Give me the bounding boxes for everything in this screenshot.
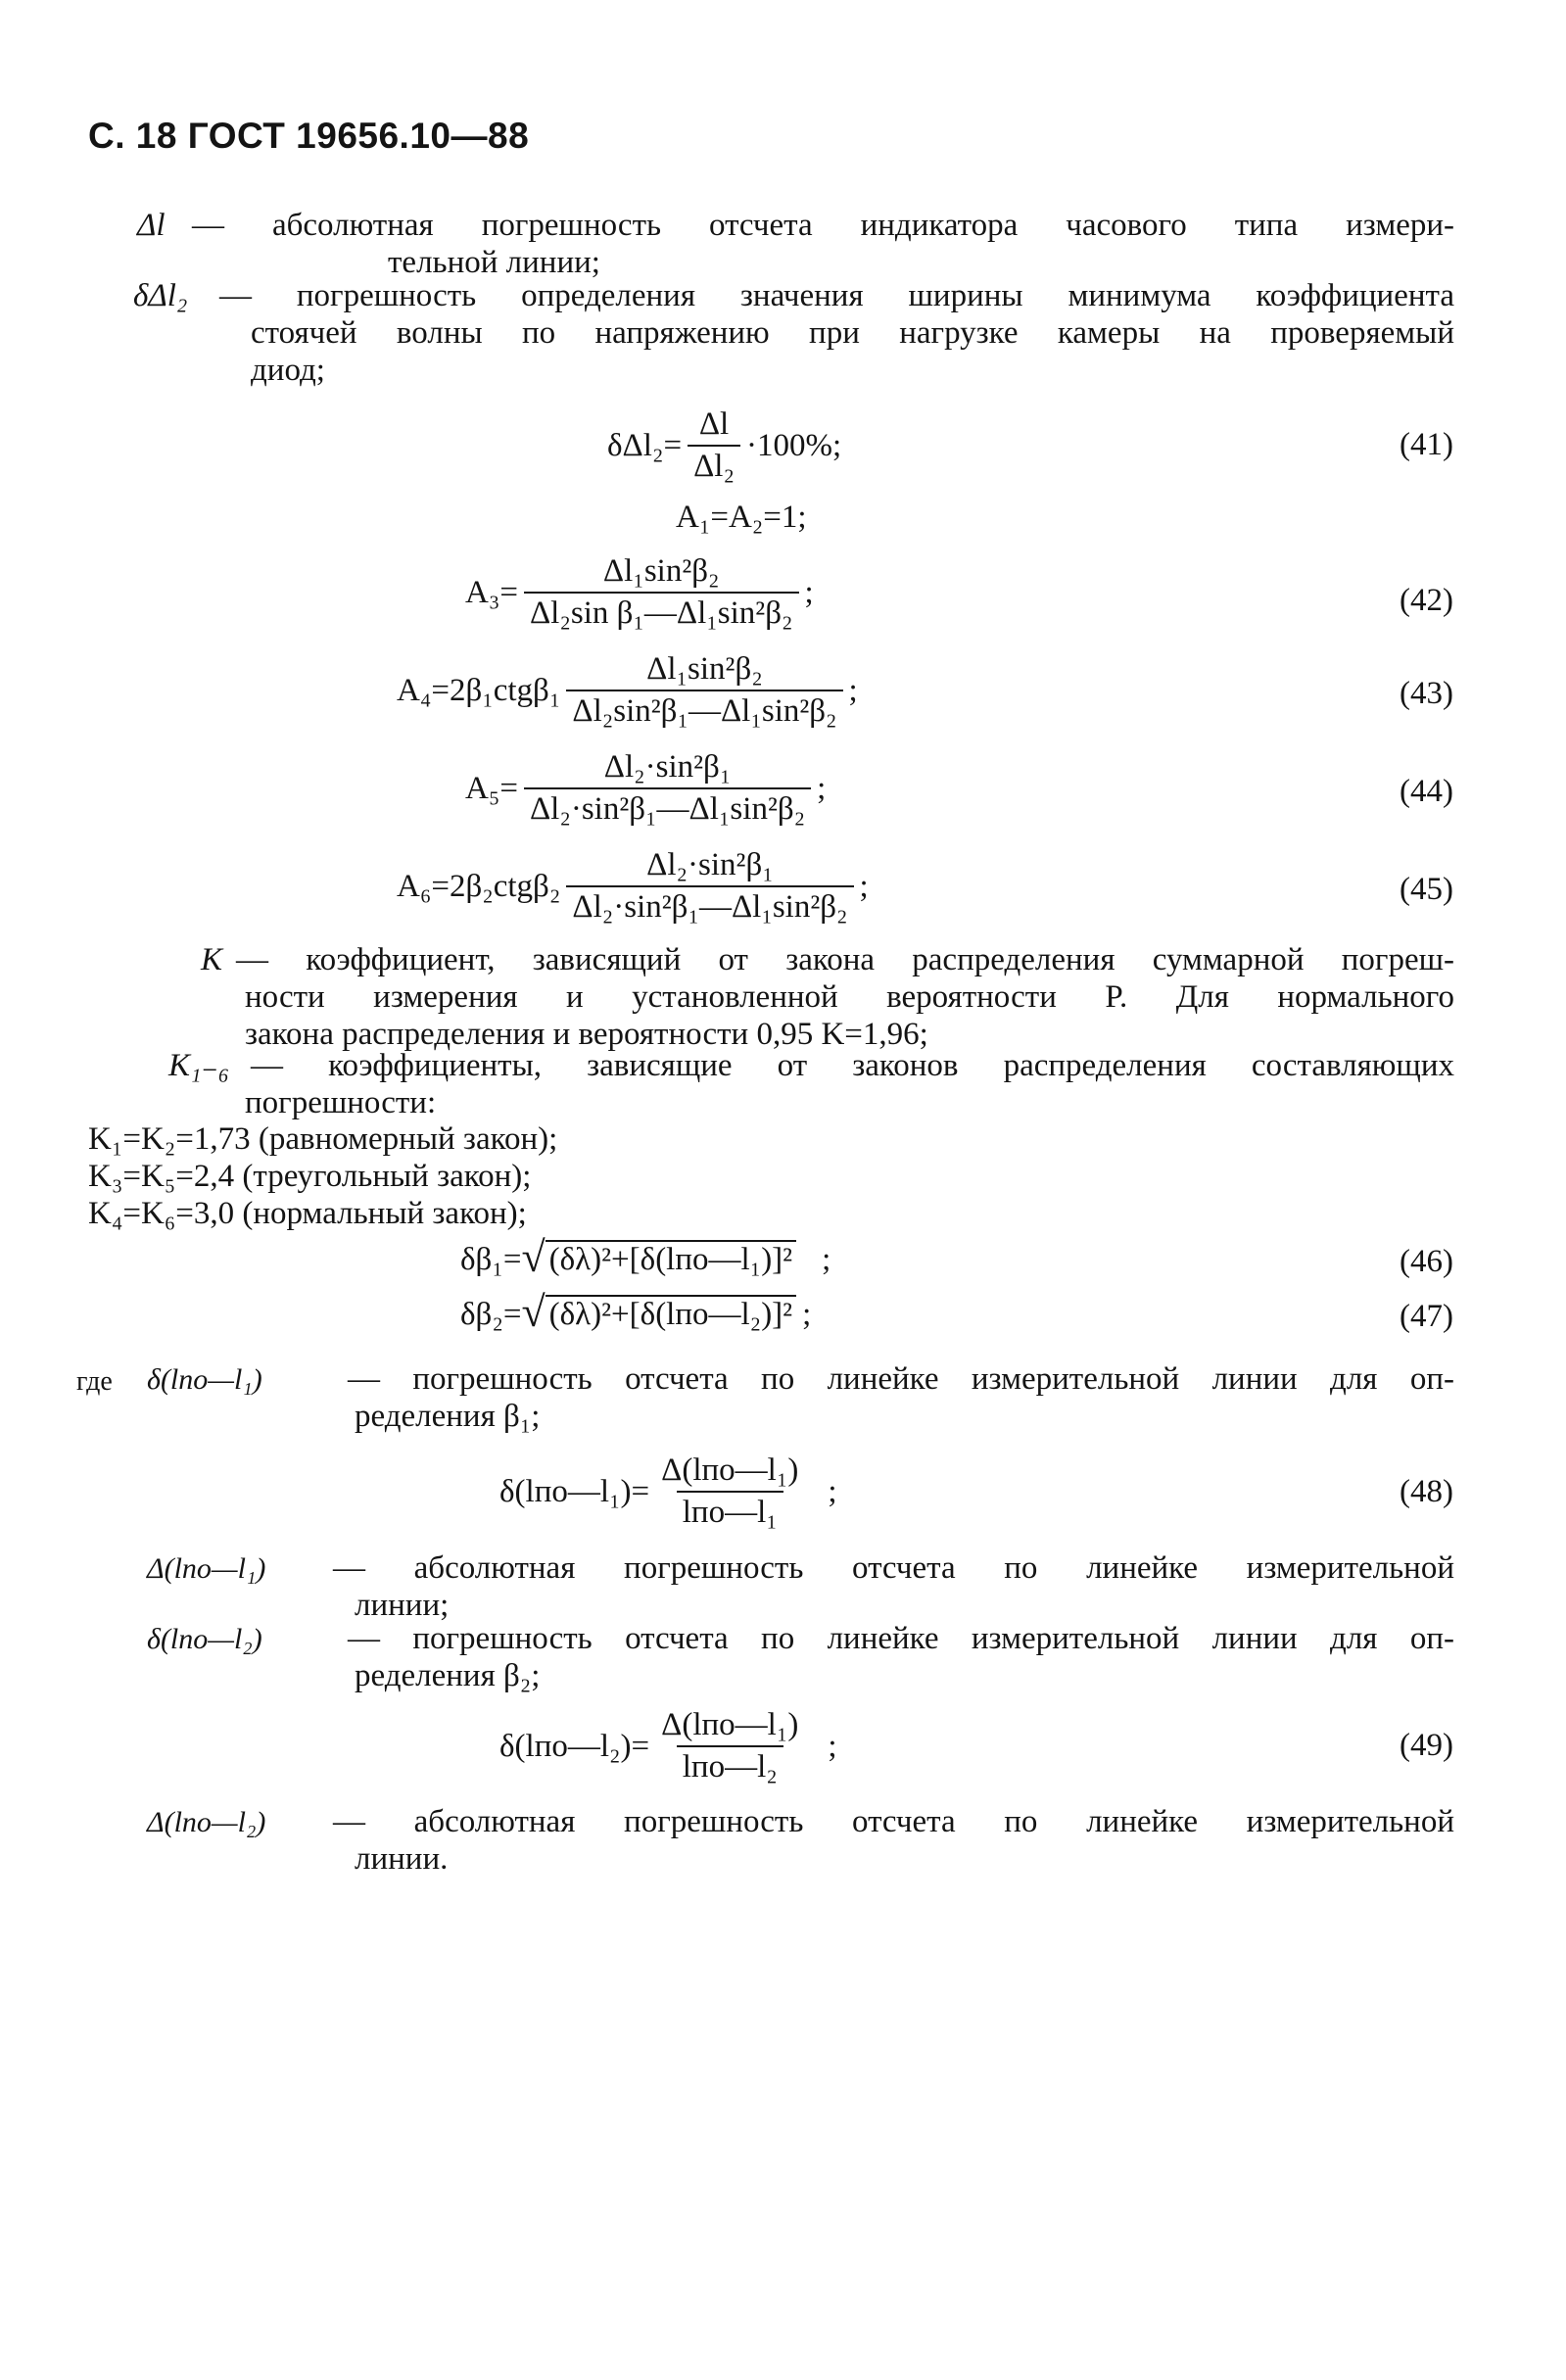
definition-text: — погрешность определения значения ширины минимума коэффициента	[219, 278, 1454, 313]
eq-rhs: ;	[848, 672, 858, 708]
equation-41	[607, 402, 841, 490]
definition-text: — коэффициенты, зависящие от законов распределения составляющих	[251, 1048, 1454, 1083]
definition-text-cont: линии;	[355, 1588, 450, 1623]
definition-text: — абсолютная погрешность отсчета по линейке измерительной	[333, 1804, 1454, 1839]
k-value-line: K₃=K₅=2,4 (треугольный закон);	[88, 1159, 532, 1194]
eq-numerator: Δl₁sin²β₂	[646, 651, 763, 687]
eq-fraction	[688, 406, 740, 485]
definition-symbol: K₁₋₆	[168, 1048, 230, 1083]
where-prefix: где	[76, 1366, 113, 1397]
eq-fraction	[566, 847, 853, 926]
eq-rhs: ;	[817, 770, 827, 806]
definition-symbol: K	[201, 942, 223, 977]
page-header: С. 18 ГОСТ 19656.10—88	[88, 116, 530, 156]
k-value-line: K₄=K₆=3,0 (нормальный закон);	[88, 1196, 527, 1231]
eq-denominator: Δl₂·sin²β₁—Δl₁sin²β₂	[566, 885, 853, 926]
definition-text-cont: ределения β₂;	[355, 1658, 541, 1693]
equation-number-47: (47)	[1400, 1299, 1453, 1334]
eq-numerator: Δl	[698, 406, 730, 442]
definition-symbol: δ(lпо—l₁)	[147, 1363, 262, 1396]
definition-text-cont: линии.	[355, 1841, 449, 1877]
definition-symbol: Δ(lпо—l₁)	[147, 1552, 266, 1585]
k-value-line: K₁=K₂=1,73 (равномерный закон);	[88, 1121, 558, 1157]
eq-denominator: Δl₂sin²β₁—Δl₁sin²β₂	[566, 690, 842, 730]
definition-delta-delta-l2	[133, 278, 1454, 396]
sqrt-radical-icon: √	[521, 1233, 546, 1281]
equation-48	[499, 1448, 837, 1536]
equation-42	[465, 548, 814, 637]
equation-44	[465, 744, 826, 833]
eq-rhs: ;	[802, 1296, 812, 1332]
equation-a1-a2: A₁=A₂=1;	[676, 500, 807, 535]
eq-fraction	[655, 1707, 804, 1785]
eq-denominator: Δl₂	[688, 445, 740, 485]
eq-fraction	[524, 749, 811, 828]
eq-lhs: A₅=	[465, 770, 518, 806]
definition-k1-6	[168, 1048, 1454, 1126]
eq-rhs: ;	[804, 574, 814, 610]
equation-number-45: (45)	[1400, 872, 1453, 907]
where-item-abs-lpo-l1	[147, 1550, 1454, 1629]
where-item-delta-lpo-l1	[147, 1361, 1454, 1440]
definition-symbol: Δl	[137, 208, 166, 243]
equation-number-43: (43)	[1400, 676, 1453, 711]
definition-text-cont: ределения β₁;	[355, 1399, 541, 1434]
eq-numerator: Δl₂·sin²β₁	[646, 847, 774, 882]
equation-number-41: (41)	[1400, 427, 1453, 462]
eq-rhs: ;	[828, 1473, 837, 1509]
definition-text-cont: погрешности:	[245, 1085, 437, 1120]
eq-denominator: lпо—l₂	[677, 1745, 783, 1785]
equation-number-48: (48)	[1400, 1474, 1453, 1509]
definition-text-cont: закона распределения и вероятности 0,95 K=1,96;	[245, 1017, 928, 1052]
eq-sqrt-body: (δλ)²+[δ(lпо—l₂)]²	[546, 1295, 796, 1332]
equation-43	[397, 646, 858, 735]
definition-symbol: δΔl₂	[133, 278, 188, 313]
where-item-abs-lpo-l2	[147, 1804, 1454, 1882]
eq-numerator: Δl₂·sin²β₁	[603, 749, 732, 785]
eq-lhs: A₆=2β₂ctgβ₂	[397, 868, 561, 904]
eq-rhs: ;	[822, 1241, 831, 1277]
eq-lhs: δβ₁=	[460, 1241, 522, 1277]
equation-number-44: (44)	[1400, 774, 1453, 809]
definition-text-cont: тельной линии;	[388, 245, 600, 280]
eq-lhs: A₃=	[465, 574, 518, 610]
definition-text: — коэффициент, зависящий от закона распределения суммарной погреш-	[236, 942, 1454, 977]
definition-text-cont: диод;	[251, 353, 325, 388]
definition-text: — погрешность отсчета по линейке измерительной линии для оп-	[348, 1361, 1454, 1397]
eq-lhs: A₄=2β₁ctgβ₁	[397, 672, 561, 708]
definition-text-cont: ности измерения и установленной вероятности P. Для нормального	[245, 979, 1454, 1015]
eq-numerator: Δ(lпо—l₁)	[661, 1452, 799, 1488]
eq-lhs: δ(lпо—l₁)=	[499, 1473, 650, 1509]
equation-45	[397, 842, 869, 930]
equation-number-49: (49)	[1400, 1728, 1453, 1763]
eq-lhs: δ(lпо—l₂)=	[499, 1728, 650, 1764]
definition-text: — абсолютная погрешность отсчета индикатора часового типа измери-	[192, 208, 1454, 243]
definition-text-cont: стоячей волны по напряжению при нагрузке камеры на проверяемый	[251, 315, 1454, 351]
eq-rhs: ;	[859, 868, 869, 904]
definition-k	[201, 942, 1454, 1060]
eq-fraction	[566, 651, 842, 730]
equation-49	[499, 1702, 837, 1790]
definition-text: — абсолютная погрешность отсчета по линейке измерительной	[333, 1550, 1454, 1586]
eq-lhs: δβ₂=	[460, 1296, 522, 1332]
eq-lhs: δΔl₂=	[607, 427, 683, 463]
definition-text: — погрешность отсчета по линейке измерительной линии для оп-	[348, 1621, 1454, 1656]
equation-46	[460, 1233, 831, 1283]
sqrt-radical-icon: √	[521, 1288, 546, 1336]
definition-delta-l	[137, 208, 1454, 286]
equation-47	[460, 1288, 812, 1338]
eq-denominator: Δl₂sin β₁—Δl₁sin²β₂	[524, 592, 799, 632]
eq-denominator: lпо—l₁	[677, 1491, 783, 1531]
eq-rhs: ·100%;	[745, 427, 842, 463]
definition-symbol: δ(lпо—l₂)	[147, 1623, 262, 1655]
eq-fraction	[655, 1452, 804, 1531]
equation-number-42: (42)	[1400, 583, 1453, 618]
eq-sqrt	[521, 1288, 796, 1336]
eq-numerator: Δ(lпо—l₁)	[661, 1707, 799, 1742]
eq-sqrt-body: (δλ)²+[δ(lпо—l₁)]²	[546, 1240, 796, 1277]
eq-rhs: ;	[828, 1728, 837, 1764]
where-item-delta-lpo-l2	[147, 1621, 1454, 1699]
eq-sqrt	[521, 1233, 796, 1281]
equation-number-46: (46)	[1400, 1244, 1453, 1279]
eq-denominator: Δl₂·sin²β₁—Δl₁sin²β₂	[524, 787, 811, 828]
eq-numerator: Δl₁sin²β₂	[602, 553, 720, 589]
definition-symbol: Δ(lпо—l₂)	[147, 1806, 266, 1838]
eq-fraction	[524, 553, 799, 632]
